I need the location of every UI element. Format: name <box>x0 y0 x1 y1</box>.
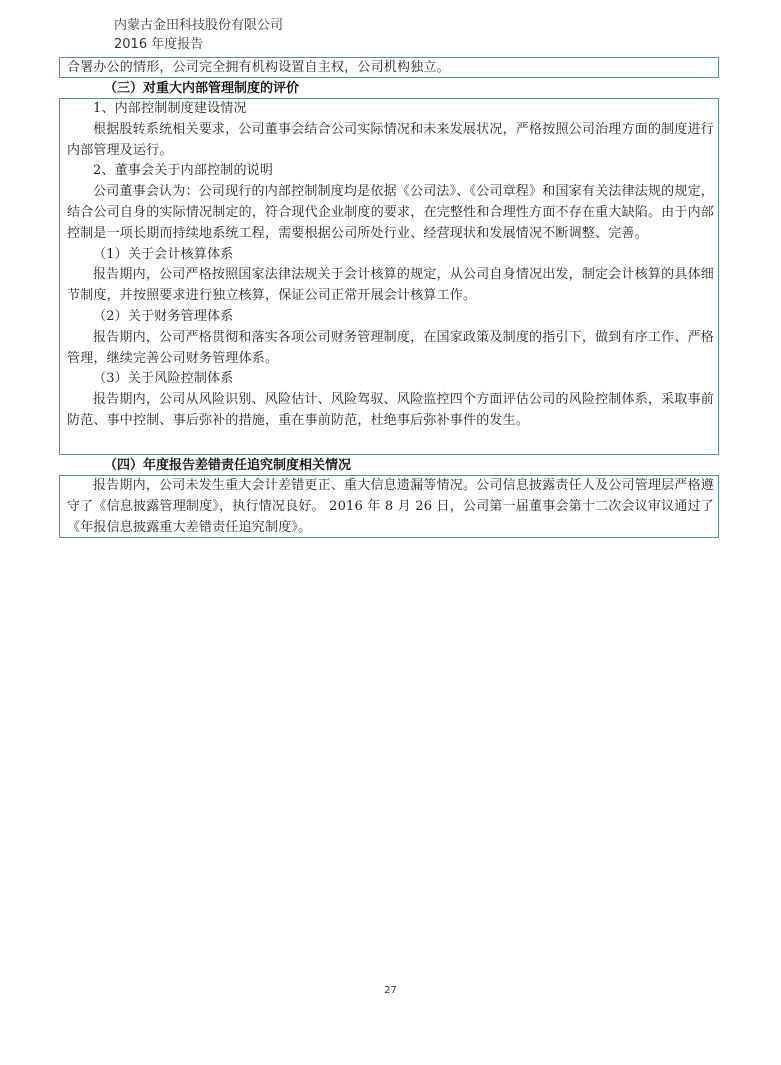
report-title: 2016 年度报告 <box>114 37 204 52</box>
continuation-box <box>59 57 719 78</box>
error-accountability-box <box>59 475 719 538</box>
paragraph-risk: 报告期内，公司从风险识别、风险估计、风险驾驭、风险监控四个方面评估公司的风险控制体系，采取事前防范、事中控制、事后弥补的措施，重在事前防范，杜绝事后弥补事件的发生。 <box>67 392 714 428</box>
paragraph-1: 根据股转系统相关要求，公司董事会结合公司实际情况和未来发展状况，严格按照公司治理方面的制度进行内部管理及运行。 <box>67 121 714 158</box>
internal-management-box <box>59 98 719 455</box>
paragraph-error-accountability: 报告期内，公司未发生重大会计差错更正、重大信息遗漏等情况。公司信息披露责任人及公司管理层严格遵守了《信息披露管理制度》，执行情况良好。 2016 年 8 月 26 日，公司第一届董事会第十二次会议审议通过了《年报信息披露重大差错责任追究制度》。 <box>67 478 714 535</box>
page-header <box>114 16 283 54</box>
company-name: 内蒙古金田科技股份有限公司 <box>114 18 284 33</box>
paragraph-finance: 报告期内，公司严格贯彻和落实各项公司财务管理制度，在国家政策及制度的指引下，做到有序工作、严格管理，继续完善公司财务管理体系。 <box>67 329 714 366</box>
continuation-text: 合署办公的情形，公司完全拥有机构设置自主权，公司机构独立。 <box>67 60 450 75</box>
paragraph-2: 公司董事会认为：公司现行的内部控制制度均是依据《公司法》、《公司章程》和国家有关法律法规的规定，结合公司自身的实际情况制定的，符合现代企业制度的要求，在完整性和合理性方面不存在重大缺陷。由于内部控制是一项长期而持续地系统工程，需要根据公司所处行业、经营现状和发展情况不断调整、完善。 <box>67 184 714 241</box>
section-heading-error-accountability: （四）年度报告差错责任追究制度相关情况 <box>104 458 352 473</box>
subsection-title-accounting: （1）关于会计核算体系 <box>93 246 234 262</box>
paragraph-accounting: 报告期内，公司严格按照国家法律法规关于会计核算的规定，从公司自身情况出发，制定会计核算的具体细节制度，并按照要求进行独立核算，保证公司正常开展会计核算工作。 <box>67 267 714 304</box>
subsection-title-1: 1、内部控制制度建设情况 <box>93 101 247 116</box>
subsection-title-risk: （3）关于风险控制体系 <box>93 371 234 387</box>
subsection-title-finance: （2）关于财务管理体系 <box>93 308 234 324</box>
section-heading-internal-management: （三）对重大内部管理制度的评价 <box>104 81 300 96</box>
subsection-title-2: 2、董事会关于内部控制的说明 <box>93 163 274 179</box>
page-number: 27 <box>384 985 397 996</box>
